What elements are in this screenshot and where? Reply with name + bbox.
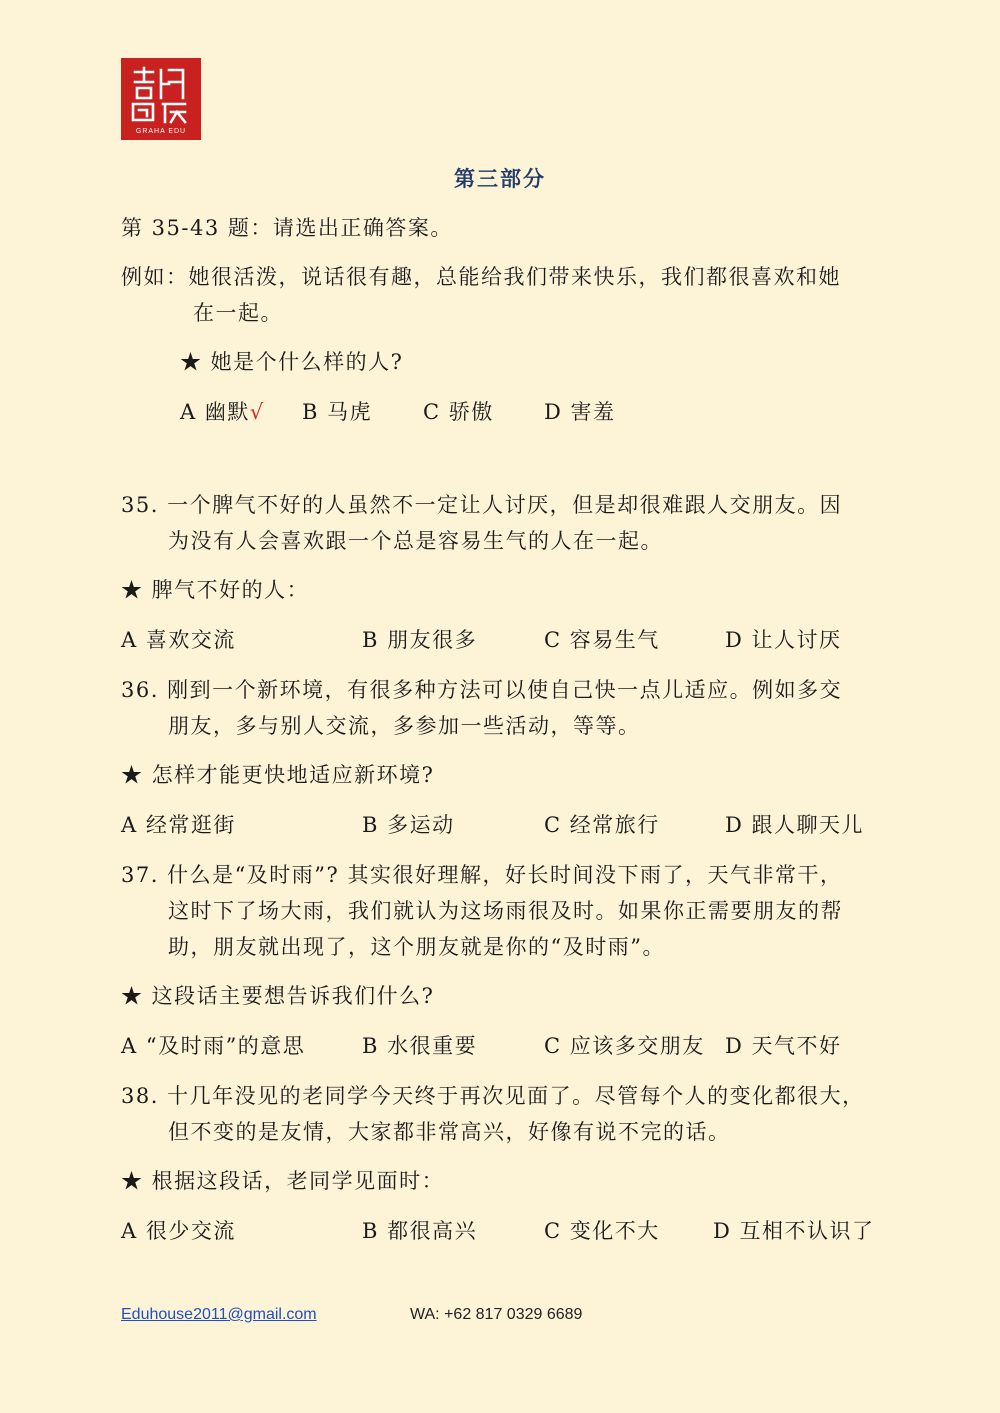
question-36-option-d: D 跟人聊天儿 [725, 813, 865, 837]
question-38-option-d: D 互相不认识了 [713, 1219, 875, 1243]
question-36-line-1: 36. 刚到一个新环境，有很多种方法可以使自己快一点儿适应。例如多交 [121, 678, 843, 702]
question-37-prompt: ★ 这段话主要想告诉我们什么? [121, 984, 435, 1008]
question-37-option-a: A “及时雨”的意思 [121, 1034, 306, 1058]
footer-whatsapp: WA: +62 817 0329 6689 [410, 1306, 583, 1323]
question-37-option-d: D 天气不好 [725, 1034, 842, 1058]
instruction: 第 35-43 题：请选出正确答案。 [121, 216, 453, 240]
question-38-option-b: B 都很高兴 [362, 1219, 478, 1243]
example-option-c: C 骄傲 [423, 400, 494, 424]
svg-text:GRAHA EDU: GRAHA EDU [135, 128, 187, 135]
example-option-b: B 马虎 [302, 400, 373, 424]
question-37-option-c: C 应该多交朋友 [544, 1034, 705, 1058]
question-35-line-1: 35. 一个脾气不好的人虽然不一定让人讨厌，但是却很难跟人交朋友。因 [121, 493, 843, 517]
graha-edu-logo [121, 58, 201, 140]
question-35-option-b: B 朋友很多 [362, 628, 478, 652]
question-38-option-a: A 很少交流 [121, 1219, 236, 1243]
question-35-option-c: C 容易生气 [544, 628, 660, 652]
example-text-line-1: 例如：她很活泼，说话很有趣，总能给我们带来快乐，我们都很喜欢和她 [121, 265, 841, 289]
question-36-prompt: ★ 怎样才能更快地适应新环境? [121, 763, 435, 787]
question-38-prompt: ★ 根据这段话，老同学见面时： [121, 1169, 445, 1193]
question-36-option-a: A 经常逛街 [121, 813, 236, 837]
question-37-line-2: 这时下了场大雨，我们就认为这场雨很及时。如果你正需要朋友的帮 [168, 899, 843, 923]
question-36-option-b: B 多运动 [362, 813, 455, 837]
question-36-option-c: C 经常旅行 [544, 813, 660, 837]
example-question: ★ 她是个什么样的人? [180, 350, 404, 374]
question-37-line-3: 助，朋友就出现了，这个朋友就是你的“及时雨”。 [168, 935, 665, 959]
question-35-prompt: ★ 脾气不好的人： [121, 578, 310, 602]
question-36-line-2: 朋友，多与别人交流，多参加一些活动，等等。 [168, 714, 641, 738]
question-35-option-d: D 让人讨厌 [725, 628, 842, 652]
example-text-line-2: 在一起。 [193, 301, 283, 325]
question-38-line-2: 但不变的是友情，大家都非常高兴，好像有说不完的话。 [168, 1120, 731, 1144]
question-37-line-1: 37. 什么是“及时雨”? 其实很好理解，好长时间没下雨了，天气非常干， [121, 863, 843, 887]
section-title: 第三部分 [454, 166, 546, 191]
question-38-line-1: 38. 十几年没见的老同学今天终于再次见面了。尽管每个人的变化都很大， [121, 1084, 865, 1108]
example-option-d: D 害羞 [544, 400, 616, 424]
question-38-option-c: C 变化不大 [544, 1219, 660, 1243]
logo-seal-icon [121, 58, 201, 140]
question-35-line-2: 为没有人会喜欢跟一个总是容易生气的人在一起。 [168, 529, 663, 553]
footer-email-link[interactable]: Eduhouse2011@gmail.com [121, 1306, 317, 1323]
example-option-a: A 幽默√ [180, 400, 265, 424]
question-35-option-a: A 喜欢交流 [121, 628, 236, 652]
check-mark-icon: √ [249, 400, 265, 424]
question-37-option-b: B 水很重要 [362, 1034, 478, 1058]
